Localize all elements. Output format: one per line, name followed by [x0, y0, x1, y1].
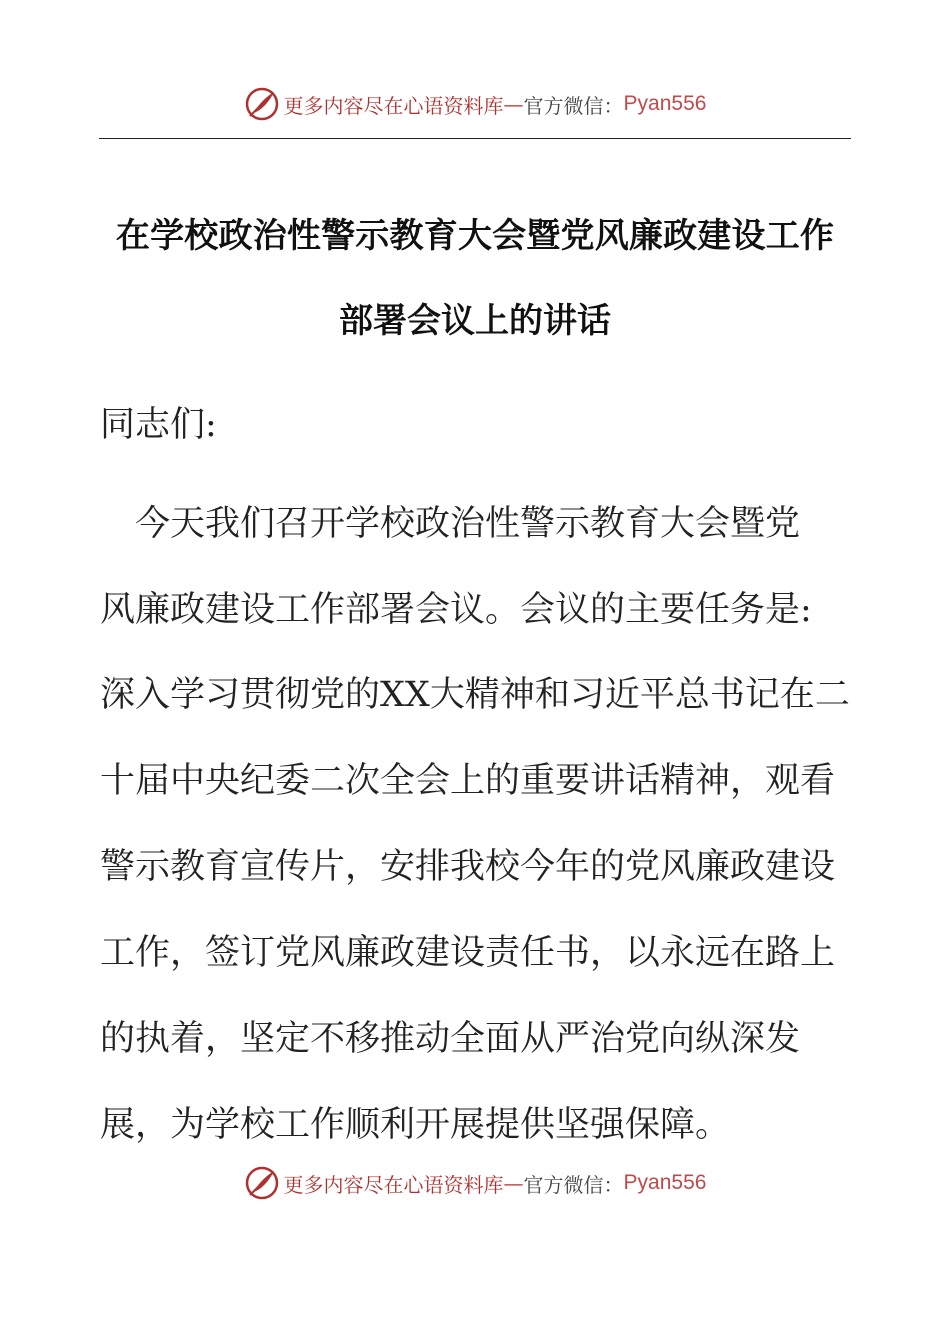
banner-dash: — [503, 1171, 524, 1195]
wechat-id: Pyan556 [623, 1171, 707, 1194]
wechat-label: 官方微信： [523, 1172, 624, 1197]
document-title-line-1: 在学校政治性警示教育大会暨党风廉政建设工作 [115, 216, 835, 256]
body-line: 今天我们召开学校政治性警示教育大会暨党 [100, 504, 801, 544]
body-line: 工作，签订党风廉政建设责任书，以永远在路上 [100, 933, 836, 973]
wechat-id: Pyan556 [623, 92, 707, 115]
header-banner [0, 84, 950, 124]
salutation: 同志们: [100, 405, 217, 445]
header-divider [99, 138, 851, 139]
banner-text: 更多内容尽在心语资料库 [283, 93, 504, 118]
body-line: 深入学习贯彻党的XX大精神和习近平总书记在二 [100, 675, 850, 715]
feather-pen-logo-icon [244, 1165, 280, 1201]
banner-text: 更多内容尽在心语资料库 [283, 1172, 504, 1197]
footer-banner [0, 1163, 950, 1203]
body-line: 的执着，坚定不移推动全面从严治党向纵深发 [100, 1019, 801, 1059]
wechat-label: 官方微信： [523, 93, 624, 118]
body-line: 十届中央纪委二次全会上的重要讲话精神，观看 [100, 761, 836, 801]
body-line: 警示教育宣传片，安排我校今年的党风廉政建设 [100, 847, 836, 887]
body-line: 风廉政建设工作部署会议。会议的主要任务是: [100, 590, 812, 630]
feather-pen-logo-icon [244, 86, 280, 122]
body-line: 展，为学校工作顺利开展提供坚强保障。 [100, 1105, 731, 1145]
document-title-line-2: 部署会议上的讲话 [339, 301, 611, 341]
banner-dash: — [503, 92, 524, 116]
